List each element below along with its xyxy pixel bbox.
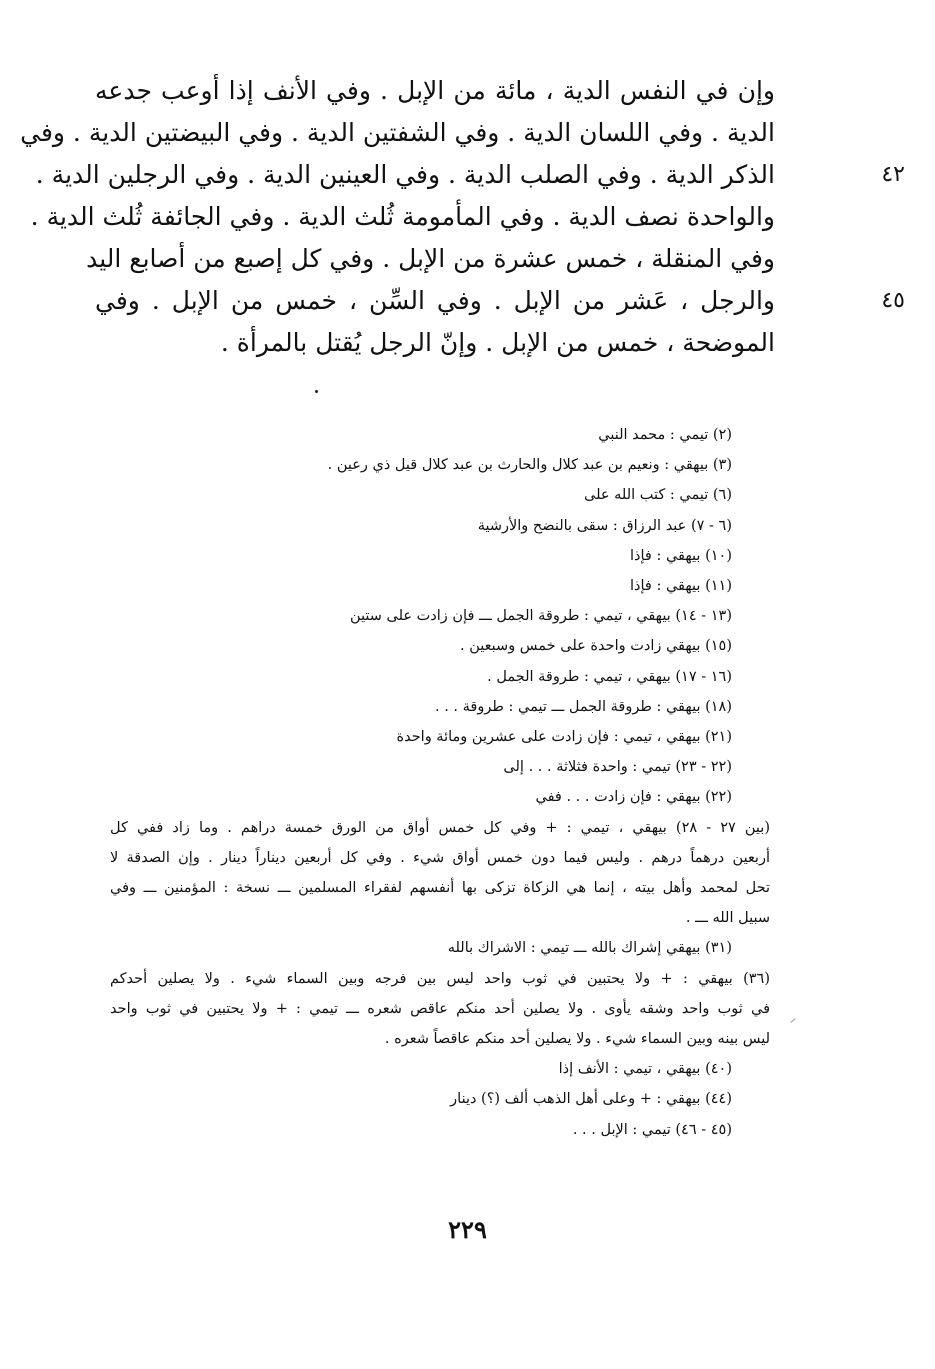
- note: (٢٢) بيهقي : فإن زادت . . . ففي: [535, 789, 732, 806]
- note: (١٣ - ١٤) بيهقي ، تيمي : طروقة الجمل ـــ فإن زادت على ستين: [349, 608, 732, 625]
- note-27-28-line: أربعين درهماً درهم . وليس فيما دون خمس أواق شيء . وفي كل أربعين ديناراً دينار . وإن الصدقة لا: [110, 849, 770, 866]
- note: (٤٥ - ٤٦) تيمي : الإبل . . .: [572, 1121, 732, 1138]
- note: (٢٢ - ٢٣) تيمي : واحدة فثلاثة . . . إلى: [503, 759, 732, 776]
- note-27-28-line: (بين ٢٧ - ٢٨) بيهقي ، تيمي : + وفي كل خمس أواق من الورق خمسة دراهم . وما زاد ففي كل: [110, 819, 770, 836]
- main-line: والواحدة نصف الدية . وفي المأمومة ثُلث الدية . وفي الجائفة ثُلث الدية .: [30, 202, 775, 231]
- main-line: وإن في النفس الدية ، مائة من الإبل . وفي الأنف إذا أوعب جدعه: [95, 76, 775, 105]
- stray-mark: [790, 1018, 795, 1023]
- line-number-42: ٤٢: [881, 162, 905, 187]
- page-number: ٢٢٩: [448, 1215, 487, 1244]
- line-number-45: ٤٥: [881, 288, 905, 313]
- note: (٢١) بيهقي ، تيمي : فإن زادت على عشرين ومائة واحدة: [396, 729, 732, 746]
- main-line: الدية . وفي اللسان الدية . وفي الشفتين الدية . وفي البيضتين الدية . وفي: [20, 118, 775, 147]
- note: (١٥) بيهقي زادت واحدة على خمس وسبعين .: [460, 638, 732, 655]
- main-line-text: الذكر الدية . وفي الصلب الدية . وفي العينين الدية . وفي الرجلين الدية .: [35, 160, 775, 189]
- main-line: [35, 154, 905, 196]
- main-line: الموضحة ، خمس من الإبل . وإنّ الرجل يُقتل بالمرأة .: [220, 328, 775, 357]
- note: (١١) بيهقي : فإذا: [630, 578, 732, 595]
- note: (٦) تيمي : كتب الله على: [583, 487, 732, 504]
- note-36-line: (٣٦) بيهقي : + ولا يحتبين في ثوب واحد ليس بين فرجه وبين السماء شيء . ولا يصلين أحدكم: [110, 970, 770, 987]
- note-27-28-line: سبيل الله ـــ .: [685, 910, 770, 927]
- note-36-line: في ثوب واحد وشقه يأوى . ولا يصلين أحد منكم عاقص شعره ـــ تيمي : + ولا يحتبين في ثوب واحد: [110, 1000, 770, 1017]
- main-line-text: والرجل ، عَشر من الإبل . وفي السِّن ، خمس من الإبل . وفي: [95, 286, 775, 315]
- note: (١٨) بيهقي : طروقة الجمل ـــ تيمي : طروقة . . .: [434, 698, 732, 715]
- note: (٢) تيمي : محمد النبي: [598, 427, 732, 443]
- note: (٤٠) بيهقي ، تيمي : الأنف إذا: [558, 1061, 732, 1078]
- main-line: وفي المنقلة ، خمس عشرة من الإبل . وفي كل إصبع من أصابع اليد: [86, 244, 775, 273]
- note: (٣١) بيهقي إشراك بالله ـــ تيمي : الاشراك بالله: [447, 940, 732, 957]
- apparatus-notes: [110, 420, 770, 1145]
- note-27-28-line: تحل لمحمد وأهل بيته ، إنما هي الزكاة تزكى بها أنفسهم لفقراء المسلمين ـــ نسخة : المؤمنين ـــ وفي: [110, 880, 770, 897]
- stray-mark: [315, 390, 318, 393]
- note: (١٠) بيهقي : فإذا: [630, 547, 732, 564]
- main-line: [95, 280, 905, 322]
- note-36-line: ليس بينه وبين السماء شيء . ولا يصلين أحد منكم عاقصاً شعره .: [384, 1031, 770, 1048]
- note: (٤٤) بيهقي : + وعلى أهل الذهب ألف (؟) دينار: [450, 1091, 732, 1108]
- main-text-block: [20, 70, 905, 364]
- note: (٦ - ٧) عبد الرزاق : سقى بالنضح والأرشية: [477, 517, 732, 534]
- note: (٣) بيهقي : ونعيم بن عبد كلال والحارث بن عبد كلال قيل ذي رعين .: [327, 457, 732, 474]
- note: (١٦ - ١٧) بيهقي ، تيمي : طروقة الجمل .: [487, 668, 732, 685]
